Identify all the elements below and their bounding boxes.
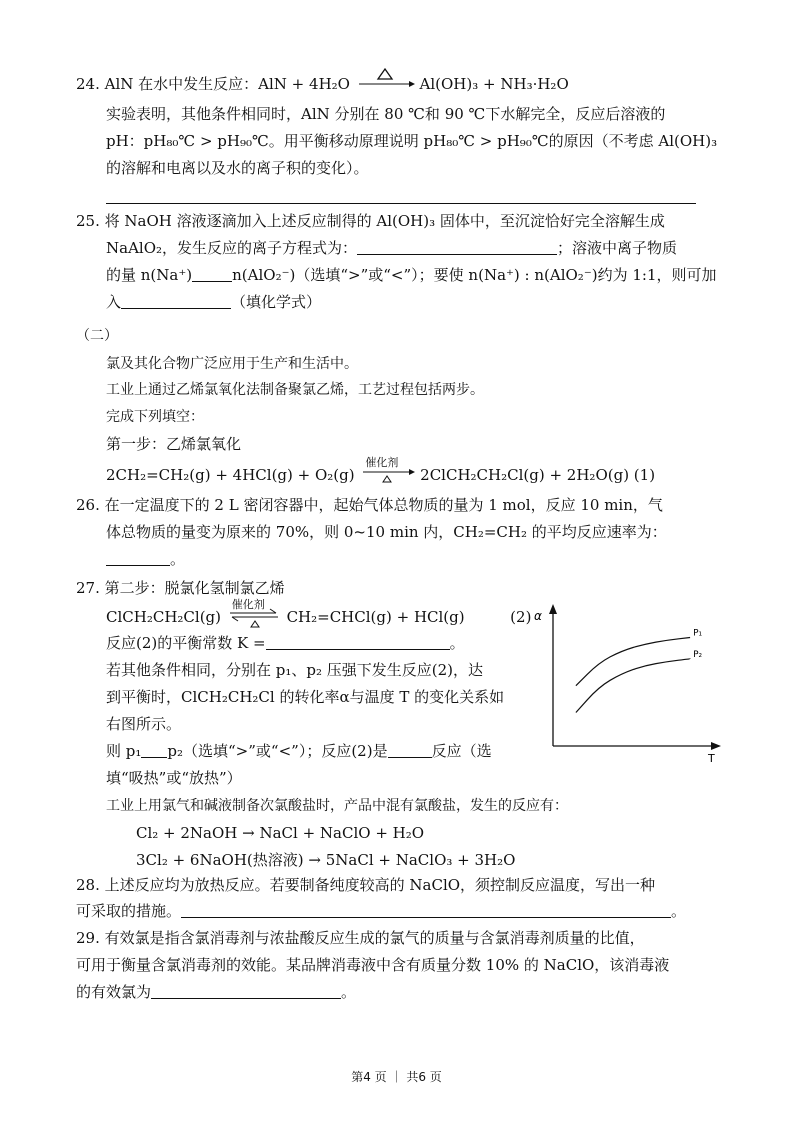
section-intro-2: 工业上通过乙烯氯氧化法制备聚氯乙烯，工艺过程包括两步。	[106, 382, 484, 398]
q24-reaction-left: AlN 在水中发生反应：AlN + 4H₂O	[104, 75, 350, 93]
q27-k-blank[interactable]	[266, 634, 450, 650]
chart-xlabel: T	[708, 752, 715, 765]
q26-text-3-end: 。	[170, 550, 186, 568]
q25-text-1: 将 NaOH 溶液逐滴加入上述反应制得的 Al(OH)₃ 固体中，至沉淀恰好完全溶解生成	[104, 212, 665, 230]
q28-text-2b: 。	[671, 902, 687, 920]
q24-number: 24.	[76, 75, 100, 93]
q25-line-1	[76, 211, 665, 231]
q29-text-1: 有效氯是指含氯消毒剂与浓盐酸反应生成的氯气的质量与含氯消毒剂质量的比值，	[104, 929, 645, 947]
eq1-left: 2CH₂=CH₂(g) + 4HCl(g) + O₂(g)	[106, 466, 355, 484]
q25-line-2	[106, 238, 677, 258]
q27-number: 27.	[76, 579, 100, 597]
industry-intro: 工业上用氯气和碱液制备次氯酸盐时，产品中混有氯酸盐，发生的反应有：	[106, 798, 568, 814]
q26-rate-blank[interactable]	[106, 550, 170, 566]
q27-desc-1: 若其他条件相同，分别在 p₁、p₂ 压强下发生反应(2)，达	[106, 661, 484, 679]
q27-pressure-blank[interactable]	[141, 742, 167, 758]
q27-k-line	[106, 633, 465, 653]
q27-answer-line	[106, 741, 492, 761]
q25-line-3	[106, 265, 717, 285]
q24-header	[76, 73, 569, 94]
series-label-2: P₂	[693, 649, 703, 660]
q29-line-2: 可用于衡量含氯消毒剂的效能。某品牌消毒液中含有质量分数 10% 的 NaClO，该消毒液	[76, 956, 670, 974]
chart-ylabel: α	[534, 609, 542, 623]
eq2-catalyst-label: 催化剂	[231, 598, 265, 611]
equation-1	[106, 456, 656, 485]
q27-k-end: 。	[449, 634, 465, 652]
q25-text-3a: 的量 n(Na⁺)	[106, 266, 193, 284]
eq1-right: 2ClCH₂CH₂Cl(g) + 2H₂O(g) (1)	[420, 466, 656, 484]
q27-title: 第二步：脱氯化氢制氯乙烯	[104, 579, 285, 597]
catalyst-arrow-icon	[359, 456, 415, 482]
eq2-right: CH₂=CHCl(g) + HCl(g)	[286, 608, 465, 626]
equilibrium-arrow-icon	[226, 598, 282, 624]
q28-measure-blank[interactable]	[181, 902, 671, 918]
series-line-1	[576, 638, 690, 686]
q25-formula-blank[interactable]	[121, 293, 231, 309]
heat-arrow-icon	[355, 73, 415, 91]
q29-text-3b: 。	[341, 983, 357, 1001]
series-line-2	[576, 659, 690, 713]
q28-number: 28.	[76, 876, 100, 894]
q26-line-3	[106, 549, 185, 569]
section-intro-1: 氯及其化合物广泛应用于生产和生活中。	[106, 356, 358, 372]
q25-text-3b: n(AlO₂⁻)（选填“>”或“<”）；要使 n(Na⁺) : n(AlO₂⁻)约为 1:1，则可加	[232, 266, 717, 284]
q28-text-1: 上述反应均为放热反应。若要制备纯度较高的 NaClO，须控制反应温度，写出一种	[104, 876, 656, 894]
section-label: （二）	[76, 328, 118, 344]
q28-text-2a: 可采取的措施。	[76, 902, 182, 920]
q25-text-4a: 入	[106, 293, 122, 311]
eq1-catalyst-label: 催化剂	[365, 456, 399, 469]
q24-answer-line[interactable]	[106, 203, 696, 204]
q27-ans-2: 填“吸热”或“放热”）	[106, 769, 242, 787]
q26-line-1	[76, 495, 663, 515]
q25-text-2a: NaAlO₂，发生反应的离子方程式为：	[106, 239, 358, 257]
q29-chlorine-blank[interactable]	[151, 983, 341, 999]
industry-eq-a: Cl₂ + 2NaOH → NaCl + NaClO + H₂O	[136, 824, 425, 842]
q25-text-2b: ；溶液中离子物质	[557, 239, 678, 257]
q29-number: 29.	[76, 929, 100, 947]
q28-line-1	[76, 875, 655, 895]
series-label-1: P₁	[693, 628, 703, 639]
q24-reaction-right: Al(OH)₃ + NH₃·H₂O	[419, 75, 569, 93]
q29-line-3	[76, 982, 356, 1002]
q28-line-2	[76, 901, 686, 921]
q27-ans-1c: 反应（选	[431, 742, 492, 760]
q27-heat-blank[interactable]	[388, 742, 432, 758]
eq2-label: (2)	[510, 608, 532, 626]
q27-desc-3: 右图所示。	[106, 715, 182, 733]
q29-line-1	[76, 928, 645, 948]
q24-body-3: 的溶解和电离以及水的离子积的变化）。	[106, 159, 369, 177]
q25-ionic-equation-blank[interactable]	[357, 239, 557, 255]
q27-ans-1b: p₂（选填“>”或“<”）；反应(2)是	[167, 742, 388, 760]
chart-x-arrow	[711, 742, 721, 750]
q27-ans-1a: 则 p₁	[106, 742, 142, 760]
q29-text-3a: 的有效氯为	[76, 983, 152, 1001]
q27-k-prefix: 反应(2)的平衡常数 K =	[106, 634, 266, 652]
q27-desc-2: 到平衡时，ClCH₂CH₂Cl 的转化率α与温度 T 的变化关系如	[106, 688, 505, 706]
q24-body-1: 实验表明，其他条件相同时，AlN 分别在 80 ℃和 90 ℃下水解完全，反应后溶液的	[106, 105, 666, 123]
q24-body-2: pH：pH₈₀℃ > pH₉₀℃。用平衡移动原理说明 pH₈₀℃ > pH₉₀℃的原因（不考虑 Al(OH)₃	[106, 132, 718, 150]
eq2-left: ClCH₂CH₂Cl(g)	[106, 608, 221, 626]
q26-text-1: 在一定温度下的 2 L 密闭容器中，起始气体总物质的量为 1 mol，反应 10 min，气	[104, 496, 663, 514]
equation-2	[106, 598, 532, 627]
q25-text-4b: （填化学式）	[231, 293, 322, 311]
industry-eq-b: 3Cl₂ + 6NaOH(热溶液) → 5NaCl + NaClO₃ + 3H₂O	[136, 851, 516, 869]
q26-line-2: 体总物质的量变为原来的 70%，则 0~10 min 内，CH₂=CH₂ 的平均反应速率为：	[106, 523, 667, 541]
chart-y-arrow	[549, 604, 557, 614]
q25-line-4	[106, 292, 321, 312]
q25-compare-blank[interactable]	[192, 266, 232, 282]
alpha-temperature-chart	[530, 600, 730, 770]
section-intro-3: 完成下列填空：	[106, 409, 204, 425]
q26-number: 26.	[76, 496, 100, 514]
page-footer: 第4 页 ｜ 共6 页	[351, 1070, 442, 1084]
q25-number: 25.	[76, 212, 100, 230]
step1-title: 第一步：乙烯氯氧化	[106, 435, 242, 453]
